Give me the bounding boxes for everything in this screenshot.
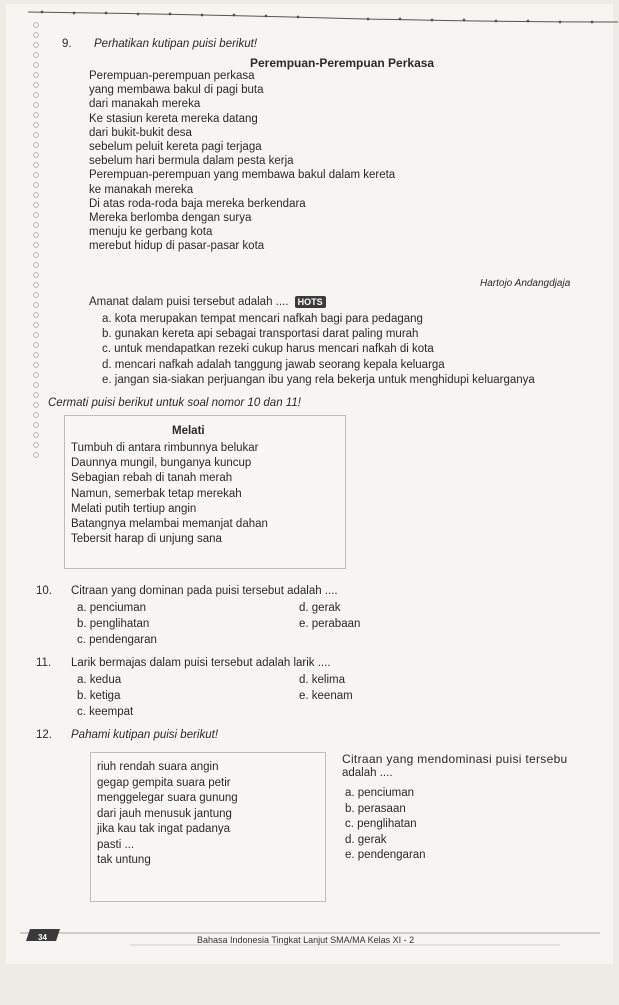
hots-badge: HOTS	[295, 296, 326, 308]
section-note: Cermati puisi berikut untuk soal nomor 10 dan 11!	[48, 397, 301, 409]
poem-line: menuju ke gerbang kota	[89, 226, 213, 239]
poem-line: Batangnya melambai memanjat dahan	[71, 517, 268, 530]
poem-line: tak untung	[97, 854, 151, 866]
binding-holes	[30, 20, 42, 460]
answer-option[interactable]: e. keenam	[299, 690, 353, 702]
poem-body	[97, 760, 238, 869]
footer-decoration	[0, 925, 619, 965]
question-stem: Amanat dalam puisi tersebut adalah ....	[89, 296, 289, 308]
poem-line: Di atas roda-roda baja mereka berkendara	[89, 197, 306, 210]
question-stem-cont: adalah ....	[342, 767, 393, 779]
answer-option[interactable]: d. gerak	[345, 833, 387, 846]
poem-body	[89, 69, 395, 253]
question-stem: Larik bermajas dalam puisi tersebut adalah larik ....	[71, 657, 331, 669]
question-number: 10.	[36, 585, 52, 597]
poem-line: Daunnya mungil, bunganya kuncup	[71, 457, 252, 470]
poem-line: sebelum hari bermula dalam pesta kerja	[89, 155, 294, 168]
poem-line: dari bukit-bukit desa	[89, 126, 192, 139]
poem-line: sebelum peluit kereta pagi terjaga	[89, 140, 262, 153]
poem-line: Tumbuh di antara rimbunnya belukar	[71, 442, 259, 454]
poem-line: Ke stasiun kereta mereka datang	[89, 112, 258, 125]
poem-line: Tebersit harap di unjung sana	[71, 533, 222, 546]
answer-options	[345, 786, 426, 864]
footer-text: Bahasa Indonesia Tingkat Lanjut SMA/MA Kelas XI - 2	[197, 935, 415, 945]
poem-line: pasti ...	[97, 838, 135, 851]
answer-option[interactable]: d. gerak	[299, 602, 341, 614]
instruction: Perhatikan kutipan puisi berikut!	[94, 38, 258, 50]
answer-option[interactable]: a. penciuman	[77, 602, 147, 614]
poem-line: jika kau tak ingat padanya	[97, 823, 230, 835]
answer-option[interactable]: e. pendengaran	[345, 849, 426, 862]
poem-line: Sebagian rebah di tanah merah	[71, 472, 233, 485]
decorative-dot-line	[28, 6, 618, 26]
answer-option[interactable]: d. mencari nafkah adalah tanggung jawab seorang kepala keluarga	[102, 358, 445, 371]
poem-line: Perempuan-perempuan yang membawa bakul dalam kereta	[89, 169, 396, 182]
question-number: 9.	[62, 38, 72, 50]
poem-line: yang membawa bakul di pagi buta	[89, 84, 264, 97]
poem-title: Perempuan-Perempuan Perkasa	[250, 56, 435, 70]
question-text	[89, 295, 326, 309]
instruction: Pahami kutipan puisi berikut!	[71, 729, 219, 741]
answer-option[interactable]: a. kota merupakan tempat mencari nafkah bagi para pedagang	[102, 313, 423, 325]
answer-option[interactable]: c. keempat	[77, 706, 134, 718]
poem-line: dari jauh menusuk jantung	[97, 807, 232, 820]
poem-line: Mereka berlomba dengan surya	[89, 211, 252, 224]
answer-option[interactable]: b. ketiga	[77, 690, 121, 702]
question-stem: Citraan yang mendominasi puisi tersebu	[342, 752, 568, 766]
answer-option[interactable]: c. pendengaran	[77, 634, 157, 646]
poem-line: riuh rendah suara angin	[97, 761, 219, 773]
answer-option[interactable]: e. perabaan	[299, 618, 361, 630]
answer-options	[102, 312, 535, 388]
poem-line: merebut hidup di pasar-pasar kota	[89, 240, 265, 253]
answer-option[interactable]: a. kedua	[77, 674, 122, 686]
answer-option[interactable]: d. kelima	[299, 674, 346, 686]
poem-body	[71, 441, 268, 547]
poem-line: menggelegar suara gunung	[97, 792, 238, 804]
answer-option[interactable]: b. perasaan	[345, 802, 406, 815]
answer-option[interactable]: c. penglihatan	[345, 818, 417, 831]
poem-line: Melati putih tertiup angin	[71, 502, 197, 515]
poem-line: Namun, semerbak tetap merekah	[71, 487, 242, 500]
poem-line: ke manakah mereka	[89, 183, 194, 196]
answer-option[interactable]: a. penciuman	[345, 787, 415, 799]
answer-option[interactable]: c. untuk mendapatkan rezeki cukup harus mencari nafkah di kota	[102, 343, 434, 356]
page-number: 34	[38, 933, 47, 942]
question-number: 12.	[36, 729, 52, 741]
poem-line: gegap gempita suara petir	[97, 776, 231, 789]
poem-author: Hartojo Andangdjaja	[480, 278, 571, 289]
poem-line: Perempuan-perempuan perkasa	[89, 70, 255, 82]
question-number: 11.	[36, 657, 52, 669]
poem-title: Melati	[172, 425, 205, 437]
answer-option[interactable]: e. jangan sia-siakan perjuangan ibu yang rela bekerja untuk menghidupi keluarganya	[102, 373, 535, 386]
answer-option[interactable]: b. penglihatan	[77, 618, 150, 630]
question-stem: Citraan yang dominan pada puisi tersebut adalah ....	[71, 585, 338, 597]
answer-option[interactable]: b. gunakan kereta api sebagai transportasi darat paling murah	[102, 328, 419, 341]
poem-line: dari manakah mereka	[89, 98, 201, 111]
